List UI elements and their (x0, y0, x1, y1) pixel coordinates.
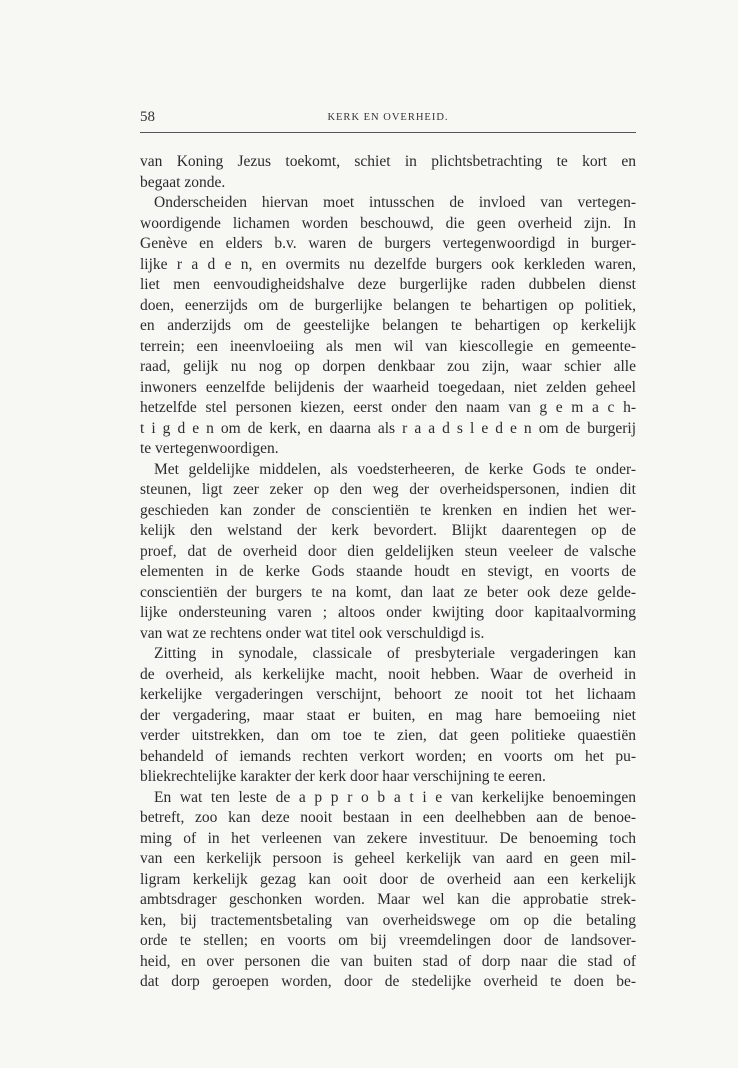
text-line: Zitting in synodale, classicale of presbyteriale vergaderingen kan (154, 645, 636, 662)
text-line: inwoners eenzelfde belijdenis der waarheid toegedaan, niet zelden geheel (140, 378, 636, 396)
text-line: kerkelijke vergaderingen verschijnt, behoort ze nooit tot het lichaam (140, 686, 636, 703)
text-line: Genève en elders b.v. waren de burgers vertegenwoordigd in burger- (140, 235, 636, 252)
text-line: liet men eenvoudigheidshalve deze burgerlijke raden dubbelen dienst (140, 276, 636, 293)
text-line: begaat zonde. (140, 173, 226, 191)
text-line: doen, eenerzijds om de burgerlijke belangen te behartigen op politiek, (140, 296, 636, 314)
text-line: ambtsdrager geschonken worden. Maar wel kan die approbatie strek- (140, 891, 636, 908)
text-line: ming of in het verleenen van zekere investituur. De benoeming toch (140, 829, 636, 847)
text-line: hetzelfde stel personen kiezen, eerst onder den naam van g e m a c h- (140, 399, 636, 416)
text-line: elementen in de kerke Gods staande houdt en stevigt, en voorts de (140, 563, 636, 580)
text-line: van Koning Jezus toekomt, schiet in plichtsbetrachting te kort en (140, 153, 636, 170)
text-line: bliekrechtelijke karakter der kerk door haar verschijning te eeren. (140, 768, 546, 785)
text-line: van wat ze rechtens onder wat titel ook verschuldigd is. (140, 624, 485, 642)
text-line: de overheid, als kerkelijke macht, nooit hebben. Waar de overheid in (140, 665, 636, 683)
text-line: betreft, zoo kan deze nooit bestaan in een deelhebben aan de benoe- (140, 809, 636, 826)
text-line: behandeld of iemands rechten verkort worden; en voorts om het pu- (140, 747, 636, 765)
text-line: heid, en over personen die van buiten stad of dorp naar die stad of (140, 952, 636, 970)
text-line: orde te stellen; en voorts om bij vreemdelingen door de landsover- (140, 932, 636, 949)
text-line: Onderscheiden hiervan moet intusschen de invloed van vertegen- (154, 194, 636, 211)
text-line: ligram kerkelijk gezag kan ooit door de overheid aan een kerkelijk (140, 870, 636, 888)
text-line: ken, bij tractementsbetaling van overheidswege om op die betaling (140, 911, 636, 929)
text-line: kelijk den welstand der kerk bevordert. Blijkt daarentegen op de (140, 522, 636, 539)
text-line: van een kerkelijk persoon is geheel kerkelijk van aard en geen mil- (140, 850, 636, 867)
text-line: verder uitstrekken, dan om toe te zien, dat geen politieke quaestiën (140, 727, 636, 744)
page-number: 58 (140, 109, 155, 125)
text-line: steunen, ligt zeer zeker op den weg der overheidspersonen, indien dit (140, 481, 636, 498)
text-line: Met geldelijke middelen, als voedsterheeren, de kerke Gods te onder- (154, 460, 636, 478)
text-line: dat dorp geroepen worden, door de stedelijke overheid te doen be- (140, 973, 636, 990)
text-line: en anderzijds om de geestelijke belangen te behartigen op kerkelijk (140, 317, 636, 334)
text-line: conscientiën der burgers te na komt, dan laat ze beter ook deze gelde- (140, 583, 636, 601)
text-line: En wat ten leste de a p p r o b a t i e van kerkelijke benoemingen (154, 788, 636, 806)
text-line: geschieden kan zonder de conscientiën te krenken en indien het wer- (140, 501, 636, 519)
text-line: raad, gelijk nu nog op dorpen denkbaar zou zijn, waar schier alle (140, 358, 636, 375)
body-text (140, 152, 636, 993)
text-line: te vertegenwoordigen. (140, 440, 279, 457)
running-title: KERK EN OVERHEID. (327, 112, 449, 123)
text-line: lijke r a d e n, en overmits nu dezelfde burgers ook kerkleden waren, (140, 255, 636, 273)
page-header (140, 106, 636, 133)
text-line: woordigende lichamen worden beschouwd, die geen overheid zijn. In (140, 214, 636, 232)
text-line: terrein; een ineenvloeiing als men wil van kiescollegie en gemeente- (140, 337, 636, 355)
text-line: der vergadering, maar staat er buiten, en mag hare bemoeiing niet (140, 706, 636, 724)
text-line: proef, dat de overheid door dien geldelijken steun veeleer de valsche (140, 542, 636, 560)
text-line: t i g d e n om de kerk, en daarna als r a a d s l e d e n om de burgerij (140, 419, 636, 437)
text-line: lijke ondersteuning varen ; altoos onder kwijting door kapitaalvorming (140, 604, 636, 621)
